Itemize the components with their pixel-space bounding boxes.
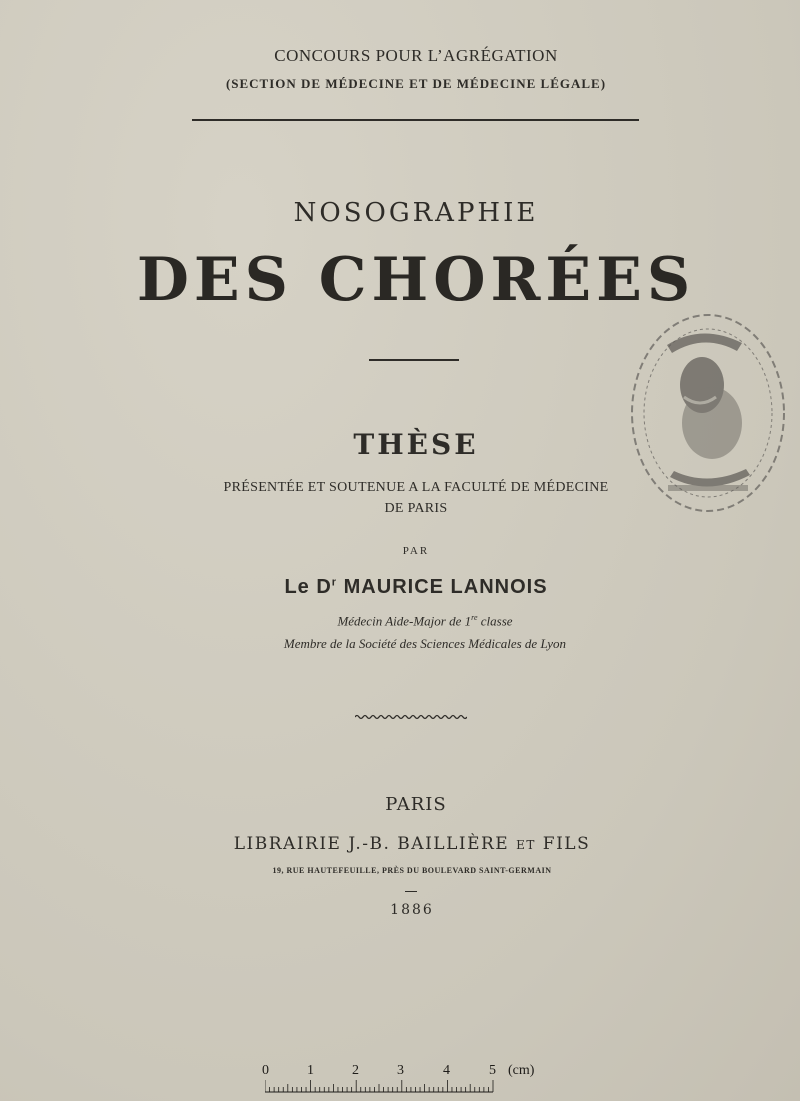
author-membership: Membre de la Société des Sciences Médicales de Lyon: [283, 636, 567, 651]
publication-year: 1886: [390, 902, 434, 918]
thesis-line-1: PRÉSENTÉE ET SOUTENUE A LA FACULTÉ DE MÉDECINE: [223, 480, 609, 495]
scale-ruler: [265, 1080, 495, 1094]
header-line-concours: CONCOURS POUR L’AGRÉGATION: [274, 46, 558, 65]
title-nosographie: NOSOGRAPHIE: [293, 198, 539, 228]
scale-label-1: 1: [307, 1063, 314, 1078]
publisher-name: [12, 834, 800, 854]
publisher-city: PARIS: [385, 794, 447, 815]
author-role-text: Médecin Aide-Major de 1: [337, 613, 472, 629]
title-main: DES CHORÉES: [136, 245, 696, 315]
scale-label-0: 0: [262, 1063, 269, 1078]
author-name-line: [16, 576, 800, 599]
title-divider: [369, 359, 459, 361]
scale-label-2: 2: [352, 1063, 359, 1078]
scale-unit: (cm): [508, 1063, 535, 1078]
author-role-class: classe: [477, 613, 513, 629]
thesis-heading: THÈSE: [353, 428, 479, 461]
author-name: MAURICE LANNOIS: [343, 576, 548, 598]
publisher-name-fils: FILS: [542, 834, 591, 854]
scale-label-4: 4: [443, 1063, 450, 1078]
author-par: PAR: [402, 545, 430, 557]
scale-label-5: 5: [489, 1063, 496, 1078]
author-prefix-sup: r: [331, 576, 338, 589]
header-line-section: (SECTION DE MÉDECINE ET DE MÉDECINE LÉGALE): [225, 76, 607, 91]
publisher-name-et: ET: [516, 838, 536, 852]
year-dash: [405, 891, 417, 892]
publisher-address: 19, RUE HAUTEFEUILLE, PRÈS DU BOULEVARD SAINT-GERMAIN: [272, 866, 552, 875]
ornamental-wave-divider: [355, 712, 467, 722]
library-stamp-seal: [612, 305, 788, 527]
author-role-sup: re: [471, 613, 478, 622]
author-prefix: Le D: [284, 576, 332, 598]
author-role: [25, 613, 800, 629]
header-divider: [192, 119, 639, 121]
thesis-line-2: DE PARIS: [384, 501, 448, 516]
scale-label-3: 3: [397, 1063, 404, 1078]
publisher-name-main: LIBRAIRIE J.-B. BAILLIÈRE: [233, 834, 510, 854]
